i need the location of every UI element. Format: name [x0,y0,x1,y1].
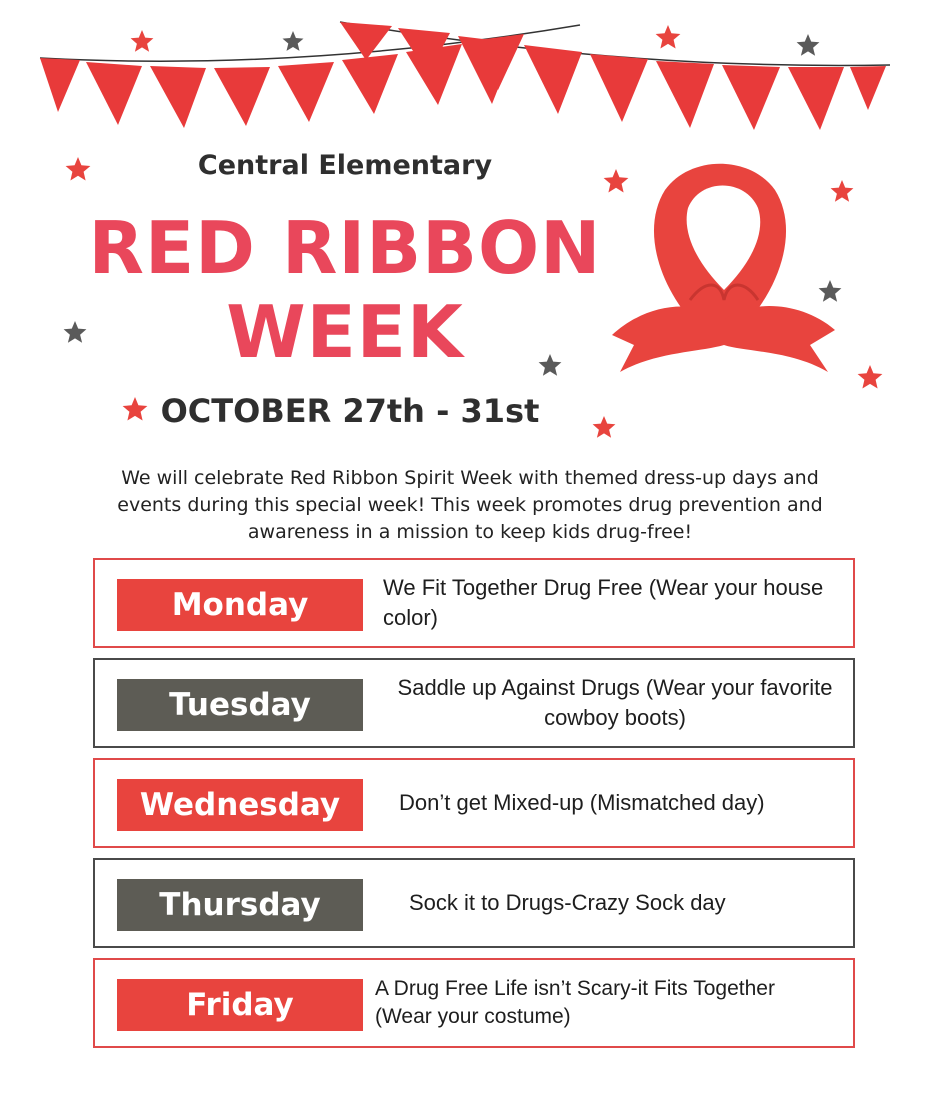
day-description: Don’t get Mixed-up (Mismatched day) [399,790,765,815]
day-description: Saddle up Against Drugs (Wear your favorite cowboy boots) [397,675,833,730]
event-title-line1: RED RIBBON [88,206,602,290]
star-icon [831,180,854,202]
star-icon [858,365,883,389]
day-description: We Fit Together Drug Free (Wear your house color) [383,575,824,630]
schedule-row-thursday [93,858,855,948]
schedule-row-tuesday [93,658,855,748]
day-description: Sock it to Drugs-Crazy Sock day [409,890,726,915]
red-ribbon-icon [612,164,835,372]
star-icon [604,169,629,193]
pennant-banner [40,22,890,130]
star-icon [656,25,681,49]
star-icon [797,34,820,56]
intro-paragraph: We will celebrate Red Ribbon Spirit Week with themed dress-up days and events during this special week! This week promotes drug prevention and awareness in a mission to keep kids drug-free! [117,467,823,543]
event-dates: OCTOBER 27th - 31st [160,392,540,430]
schedule-row-wednesday [93,758,855,848]
school-name: Central Elementary [197,150,493,181]
star-icon [131,30,154,52]
day-label: Thursday [117,879,363,931]
star-icon [593,416,616,438]
day-label: Monday [117,579,363,631]
star-icon [283,31,304,51]
day-label: Tuesday [117,679,363,731]
star-icon [66,157,91,181]
schedule-row-friday [93,958,855,1048]
day-label: Wednesday [117,779,363,831]
day-description: A Drug Free Life isn’t Scary-it Fits Together (Wear your costume) [375,977,775,1028]
star-icon [819,280,842,302]
star-icon [123,397,148,421]
day-label: Friday [117,979,363,1031]
event-title-line2: WEEK [226,290,464,374]
schedule-row-monday [93,558,855,648]
